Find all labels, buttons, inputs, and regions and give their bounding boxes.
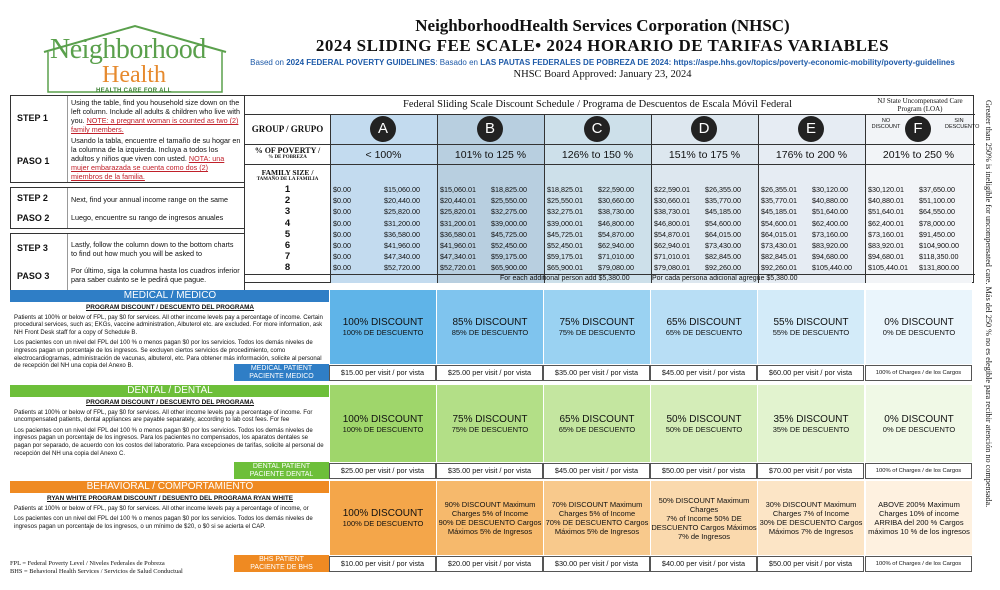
income-cell: $36,580.01 xyxy=(440,229,476,239)
discount-es: 30% DE DESCUENTO Cargos Máximos 7% de Ingresos xyxy=(759,518,863,536)
income-cell: $0.00 xyxy=(333,229,351,239)
step-1-label: STEP 1 xyxy=(17,112,48,123)
discount-en: 50% DISCOUNT xyxy=(666,413,742,425)
income-cell: $65,900.01 xyxy=(547,263,583,273)
income-cell: $78,000.00 xyxy=(919,218,955,228)
step-1 xyxy=(10,95,245,183)
medical-fee: $15.00 per visit / por vista xyxy=(329,365,436,381)
family-size: 8 xyxy=(284,262,291,274)
income-cell: $52,450.00 xyxy=(491,241,527,250)
income-cell: $15,060.01 xyxy=(440,185,476,194)
income-cell: $36,580.00 xyxy=(384,229,420,239)
group-letter-icon: F xyxy=(905,116,931,142)
income-cell: $64,550.00 xyxy=(919,207,955,217)
org-name: NeighborhoodHealth Services Corporation (NHSC) xyxy=(415,16,790,35)
discount-en: 85% DISCOUNT xyxy=(452,317,528,328)
discount-en: 75% DISCOUNT xyxy=(559,317,635,328)
income-cell: $62,400.00 xyxy=(812,218,848,228)
behavioral-discount xyxy=(865,481,972,555)
policy-title: RYAN WHITE PROGRAM DISCOUNT / DESUENTO DEL PROGRAMA RYAN WHITE xyxy=(46,495,294,502)
income-cell: $37,650.00 xyxy=(919,185,955,194)
income-cell: $25,820.01 xyxy=(440,207,476,217)
income-cell: $104,900.00 xyxy=(919,241,959,250)
poverty-range: 101% to 125 % xyxy=(454,149,527,161)
approval-date: NHSC Board Approved: January 23, 2024 xyxy=(513,69,692,80)
income-cell: $40,880.01 xyxy=(868,196,904,206)
discount-en: 70% DISCOUNT Maximum Charges 5% of Income xyxy=(551,500,643,518)
income-cell: $64,015.00 xyxy=(705,229,741,239)
income-cell: $47,340.01 xyxy=(440,252,476,262)
discount-es: 100% DE DESCUENTO xyxy=(342,328,424,337)
nj-program-title: NJ State Uncompensated Care Program (LOA) xyxy=(877,97,963,113)
medical-discount xyxy=(650,290,757,364)
income-cell: $0.00 xyxy=(333,185,351,194)
income-cell: $92,260.01 xyxy=(761,263,797,273)
income-cell: $26,355.01 xyxy=(761,185,797,194)
step-1-en: Using the table, find you household size down on the left column. Include all adults & children who live with you. NOTE: a pregnant woman is counted as two (2) family members. xyxy=(71,98,240,134)
dental-discount xyxy=(650,385,757,462)
discount-en: 100% DISCOUNT xyxy=(342,317,424,328)
policy-en: Patients at 100% or below of FPL, pay $0 for services. All other income levels pay a percentage of income. For uncompensated patients, dental appliances are payable separately, according to lab cost fees. For fee xyxy=(14,408,313,424)
income-cell: $64,015.01 xyxy=(761,229,797,239)
poverty-range: 176% to 200 % xyxy=(775,149,848,161)
income-cell: $105,440.00 xyxy=(812,263,852,273)
group-letter-icon: D xyxy=(691,116,717,142)
income-cell: $82,845.00 xyxy=(705,252,741,262)
income-cell: $32,275.01 xyxy=(547,207,583,217)
dental-fee: $35.00 per visit / por vista xyxy=(436,463,543,479)
income-cell: $118,350.00 xyxy=(919,252,959,262)
medical-fee: $60.00 per visit / por vista xyxy=(757,365,864,381)
income-cell: $0.00 xyxy=(333,207,351,217)
discount-en: 0% DISCOUNT xyxy=(884,317,954,328)
income-cell: $18,825.01 xyxy=(547,185,583,194)
discount-en: ABOVE 200% Maximum Charges 10% of income xyxy=(878,500,960,518)
discount-es: 70% DE DESCUENTO Cargos Máximos 5% de Ingresos xyxy=(545,518,649,536)
group-letter-icon: E xyxy=(798,116,824,142)
income-cell: $20,440.00 xyxy=(384,196,420,206)
policy-en: Patients at 100% or below of FPL, pay $0 for services. All other income levels pay a percentage of income, or xyxy=(14,504,309,512)
income-cell: $25,820.00 xyxy=(384,207,420,217)
income-cell: $83,920.01 xyxy=(868,241,904,250)
additional-person-es: Por cada persona adicional agregue $5,380.00 xyxy=(652,275,798,282)
income-cell: $65,900.00 xyxy=(491,263,527,273)
income-cell: $25,550.01 xyxy=(547,196,583,206)
fee-scale-table xyxy=(244,95,980,283)
discount-es: 85% DE DESCUENTO xyxy=(451,328,529,337)
discount-es: ARRIBA del 200 % Cargos máximos 10 % de los ingresos xyxy=(868,518,970,536)
dental-fee: 100% of Charges / de los Cargos xyxy=(865,463,972,479)
behavioral-discount xyxy=(329,481,436,555)
dental-fee: $50.00 per visit / por vista xyxy=(650,463,757,479)
income-cell: $39,000.00 xyxy=(491,218,527,228)
additional-person-en: For each additional person add $5,380.00 xyxy=(500,275,630,282)
steps xyxy=(10,95,245,291)
family-size: 4 xyxy=(284,217,291,229)
discount-en: 0% DISCOUNT xyxy=(884,413,954,425)
discount-es: 0% DE DESCUENTO xyxy=(882,424,956,434)
income-cell: $62,940.00 xyxy=(598,241,634,250)
divider xyxy=(245,114,975,115)
income-cell: $71,010.01 xyxy=(654,252,690,262)
family-size: 5 xyxy=(284,228,291,240)
discount-en: 30% DISCOUNT Maximum Charges 7% of Income xyxy=(765,500,857,518)
family-size: 1 xyxy=(284,184,291,195)
medical-discount xyxy=(436,290,543,364)
footer-notes xyxy=(10,560,183,576)
income-cell: $26,355.00 xyxy=(705,185,741,194)
income-cell: $73,160.01 xyxy=(868,229,904,239)
dental-fee: $45.00 per visit / por vista xyxy=(543,463,650,479)
income-cell: $54,870.01 xyxy=(654,229,690,239)
discount-es: 65% DE DESCUENTO xyxy=(558,424,636,434)
group-letter-icon: B xyxy=(477,116,503,142)
dental-discount xyxy=(543,385,650,462)
step-2: STEP 2 PASO 2 Next, find your annual income range on the same Luego, encuentre su rango de ingresos anuales xyxy=(10,187,245,229)
income-cell: $62,400.01 xyxy=(868,218,904,228)
income-cell: $0.00 xyxy=(333,263,351,273)
guidelines-link[interactable]: : https://aspe.hhs.gov/topics/poverty-economic-mobility/poverty-guidelines xyxy=(668,58,955,67)
dental-discount xyxy=(757,385,864,462)
dental-fee: $25.00 per visit / por vista xyxy=(329,463,436,479)
income-cell: $35,770.01 xyxy=(761,196,797,206)
behavioral-discount xyxy=(650,481,757,555)
bhs-note: BHS = Behavioral Health Services / Servicios de Salud Conductual xyxy=(10,568,183,575)
dental-discount xyxy=(329,385,436,462)
income-cell: $131,800.00 xyxy=(919,263,959,273)
sin-descuento-label: SIN DESCUENTO xyxy=(945,118,980,130)
poverty-range: 201% to 250 % xyxy=(882,149,955,161)
income-cell: $45,185.01 xyxy=(761,207,797,217)
logo-tagline: HEALTH CARE FOR ALL xyxy=(96,88,172,94)
dental-fee: $70.00 per visit / por vista xyxy=(757,463,864,479)
behavioral-header: BEHAVIORAL / COMPORTAMIENTO xyxy=(10,481,330,493)
income-cell: $51,640.01 xyxy=(868,207,904,217)
income-cell: $62,940.01 xyxy=(654,241,690,250)
discount-es: 65% DE DESCUENTO xyxy=(665,328,743,337)
income-cell: $73,160.00 xyxy=(812,229,848,239)
poverty-label: % OF POVERTY / % DE POBREZA xyxy=(254,146,321,160)
income-cell: $105,440.01 xyxy=(868,263,908,273)
basis-line: Based on 2024 FEDERAL POVERTY GUIDELINES: Basado en LAS PAUTAS FEDERALES DE POBREZA DE 2024: https://aspe.hhs.gov/topics/poverty-economic-mobility/poverty-guidelines xyxy=(250,58,955,67)
discount-en: 35% DISCOUNT xyxy=(773,413,849,425)
divider xyxy=(245,144,975,145)
income-cell: $83,920.00 xyxy=(812,241,848,250)
income-cell: $30,120.00 xyxy=(812,185,848,194)
discount-es: 50% DE DESCUENTO xyxy=(665,424,743,434)
income-cell: $59,175.01 xyxy=(547,252,583,262)
income-cell: $79,080.00 xyxy=(598,263,634,273)
discount-es: 75% DE DESCUENTO xyxy=(451,424,529,434)
medical-discount xyxy=(757,290,864,364)
discount-es: 90% DE DESCUENTO Cargos Máximos 5% de Ingresos xyxy=(438,518,542,536)
income-cell: $52,720.01 xyxy=(440,263,476,273)
family-size: 6 xyxy=(284,240,291,251)
behavioral-discount xyxy=(436,481,543,555)
group-label: GROUP / GRUPO xyxy=(251,124,324,134)
medical-fee: $25.00 per visit / por vista xyxy=(436,365,543,381)
family-size-label: FAMILY SIZE / TAMAÑO DE LA FAMILIA xyxy=(256,168,319,182)
policy-es: Los pacientes con un nivel del FPL del 100 % o menos pagan $0 por los servicios. Todos los demás niveles de ingresos pagan un porcentaje de los ingresos. Se excluyen ciertos servicios de procedimiento, como electrocardiogramas, administración de vacunas, albuterol, etc. Para obtener más información, solicite al personal de recepción del NH una copia del Anexo B. xyxy=(14,339,322,370)
income-cell: $31,200.01 xyxy=(440,218,476,228)
income-cell: $30,660.01 xyxy=(654,196,690,206)
income-cell: $0.00 xyxy=(333,241,351,250)
income-cell: $73,430.01 xyxy=(761,241,797,250)
dental-discount xyxy=(865,385,972,462)
family-size: 2 xyxy=(284,195,291,207)
income-cell: $91,450.00 xyxy=(919,229,955,239)
income-cell: $0.00 xyxy=(333,196,351,206)
discount-es: 35% DE DESCUENTO xyxy=(772,424,850,434)
income-cell: $54,870.00 xyxy=(598,229,634,239)
discount-es: 100% DE DESCUENTO xyxy=(342,424,424,434)
income-cell: $32,275.00 xyxy=(491,207,527,217)
side-note: Greater than 250% is ineligible for uncompensated care. Más del 250 % no es elegible para recibir atención no compensada. xyxy=(984,100,993,508)
medical-section xyxy=(10,290,974,382)
logo-bottom: Health xyxy=(102,62,166,88)
income-cell: $38,730.00 xyxy=(598,207,634,217)
discount-es: 0% DE DESCUENTO xyxy=(882,328,956,337)
income-cell: $41,960.01 xyxy=(440,241,476,250)
income-cell: $54,600.00 xyxy=(705,218,741,228)
policy-en: Patients at 100% or below of FPL, pay $0 for services. All other income levels pay a percentage of income. Certain procedural services, such as; EKGs, vaccine administration, Albuterol etc. are excluded. For more information, ask NH Front Desk staff for a copy of Schedule B. xyxy=(14,313,323,336)
policy-es: Los pacientes con un nivel del FPL del 100 % o menos pagan $0 por los servicios. Todos los demás niveles de ingresos pagan un porcentaje de los ingresos. Para los pacientes no compensados, los aparatos dentales se pagan por separado, de acuerdo con los costos del laboratorio. Para excepciones de tarifas, solicite al personal de recepción del NH una copia del Anexo C. xyxy=(14,426,324,457)
medical-fee: $35.00 per visit / por vista xyxy=(543,365,650,381)
logo-top: Neighborhood xyxy=(50,34,206,65)
income-cell: $22,590.01 xyxy=(654,185,690,194)
behavioral-fee: $30.00 per visit / por vista xyxy=(543,556,650,572)
behavioral-fee-label: BHS PATIENT PACIENTE DE BHS xyxy=(234,555,329,572)
behavioral-discount xyxy=(543,481,650,555)
income-cell: $0.00 xyxy=(333,252,351,262)
income-cell: $94,680.00 xyxy=(812,252,848,262)
policy-es: Los pacientes con un nivel del FPL del 100 % o menos pagan $0 por los servicios. Todos los demás niveles de ingresos pagan un porcentaje de los ingresos, o un mínimo de $20, o $0 si se acierta el CAP. xyxy=(14,515,313,530)
poverty-range: 126% to 150 % xyxy=(561,149,634,161)
discount-en: 100% DISCOUNT xyxy=(342,413,424,425)
medical-fee: $45.00 per visit / por vista xyxy=(650,365,757,381)
income-cell: $52,450.01 xyxy=(547,241,583,250)
income-cell: $51,100.00 xyxy=(919,196,955,206)
income-cell: $73,430.00 xyxy=(705,241,741,250)
income-cell: $52,720.00 xyxy=(384,263,420,273)
behavioral-fee: $20.00 per visit / por vista xyxy=(436,556,543,572)
step-1-es: Usando la tabla, encuentre el tamaño de su hogar en la columna de la izquierda. Incluya a todos los adultos y niños que viven con usted. NOTA: una mujer embarazada se cuenta como dos (2) miembros de la familia. xyxy=(71,136,241,181)
income-cell: $30,660.00 xyxy=(598,196,634,206)
header xyxy=(230,16,975,80)
policy-title: PROGRAM DISCOUNT / DESCUENTO DEL PROGRAMA xyxy=(85,304,255,311)
step-3: STEP 3 PASO 3 Lastly, follow the column down to the bottom charts to find out how much you will be asked to Por último, siga la columna hasta los cuadros inferior para saber cuánto se le pedirá que pague. xyxy=(10,233,245,291)
behavioral-fee: $10.00 per visit / por vista xyxy=(329,556,436,572)
discount-es: 100% DE DESCUENTO xyxy=(342,519,424,528)
poverty-range: < 100% xyxy=(365,149,402,161)
logo xyxy=(40,22,230,94)
dental-header: DENTAL / DENTAL xyxy=(10,385,330,397)
income-cell: $45,725.01 xyxy=(547,229,583,239)
discount-es: 7% of Income 50% DE DESCUENTO Cargos Máximos 7% de Ingresos xyxy=(651,513,757,541)
income-cell: $41,960.00 xyxy=(384,241,420,250)
medical-discount xyxy=(543,290,650,364)
discount-en: 65% DISCOUNT xyxy=(559,413,635,425)
income-cell: $54,600.01 xyxy=(761,218,797,228)
income-cell: $45,185.00 xyxy=(705,207,741,217)
discount-en: 100% DISCOUNT xyxy=(342,508,424,519)
fpl-note: FPL = Federal Poverty Level / Niveles Federales de Pobreza xyxy=(10,560,165,567)
medical-fee-label: MEDICAL PATIENT PACIENTE MEDICO xyxy=(234,364,329,381)
income-cell: $25,550.00 xyxy=(491,196,527,206)
paso-1-label: PASO 1 xyxy=(17,155,50,166)
divider xyxy=(245,164,975,165)
table-title: Federal Sliding Scale Discount Schedule / Programa de Descuentos de Escala Móvil Federal xyxy=(403,99,792,110)
policy-title: PROGRAM DISCOUNT / DESCUENTO DEL PROGRAMA xyxy=(85,399,255,406)
income-cell: $38,730.01 xyxy=(654,207,690,217)
income-cell: $39,000.01 xyxy=(547,218,583,228)
income-cell: $30,120.01 xyxy=(868,185,904,194)
discount-en: 75% DISCOUNT xyxy=(452,413,528,425)
income-cell: $59,175.00 xyxy=(491,252,527,262)
behavioral-fee: $50.00 per visit / por vista xyxy=(757,556,864,572)
income-cell: $45,725.00 xyxy=(491,229,527,239)
income-cell: $15,060.00 xyxy=(384,185,420,194)
discount-en: 50% DISCOUNT Maximum Charges xyxy=(658,495,750,514)
income-cell: $0.00 xyxy=(333,218,351,228)
medical-header: MEDICAL / MÉDICO xyxy=(10,290,330,302)
behavioral-fee: 100% of Charges / de los Cargos xyxy=(865,556,972,572)
behavioral-fee: $40.00 per visit / por vista xyxy=(650,556,757,572)
income-cell: $18,825.00 xyxy=(491,185,527,194)
dental-section xyxy=(10,385,974,480)
income-cell: $40,880.00 xyxy=(812,196,848,206)
poverty-range: 151% to 175 % xyxy=(668,149,741,161)
no-discount-label: NO DISCOUNT xyxy=(871,118,901,130)
discount-es: 75% DE DESCUENTO xyxy=(558,328,636,337)
income-cell: $22,590.00 xyxy=(598,185,634,194)
medical-discount xyxy=(329,290,436,364)
income-cell: $35,770.00 xyxy=(705,196,741,206)
family-size: 3 xyxy=(284,206,291,218)
income-cell: $46,800.01 xyxy=(654,218,690,228)
discount-en: 65% DISCOUNT xyxy=(666,317,742,328)
medical-fee: 100% of Charges / de los Cargos xyxy=(865,365,972,381)
behavioral-discount xyxy=(757,481,864,555)
income-cell: $47,340.00 xyxy=(384,252,420,262)
income-cell: $71,010.00 xyxy=(598,252,634,262)
income-cell: $51,640.00 xyxy=(812,207,848,217)
discount-es: 55% DE DESCUENTO xyxy=(772,328,850,337)
income-cell: $31,200.00 xyxy=(384,218,420,228)
income-cell: $92,260.00 xyxy=(705,263,741,273)
discount-en: 55% DISCOUNT xyxy=(773,317,849,328)
discount-en: 90% DISCOUNT Maximum Charges 5% of Income xyxy=(444,500,536,518)
income-cell: $94,680.01 xyxy=(868,252,904,262)
group-letter-icon: C xyxy=(584,116,610,142)
income-cell: $20,440.01 xyxy=(440,196,476,206)
medical-discount xyxy=(865,290,972,364)
income-cell: $46,800.00 xyxy=(598,218,634,228)
income-cell: $82,845.01 xyxy=(761,252,797,262)
page-title: 2024 SLIDING FEE SCALE• 2024 HORARIO DE TARIFAS VARIABLES xyxy=(315,36,890,55)
dental-discount xyxy=(436,385,543,462)
dental-fee-label: DENTAL PATIENT PACIENTE DENTAL xyxy=(234,462,329,479)
group-letter-icon: A xyxy=(370,116,396,142)
income-cell: $79,080.01 xyxy=(654,263,690,273)
family-size: 7 xyxy=(284,251,291,263)
